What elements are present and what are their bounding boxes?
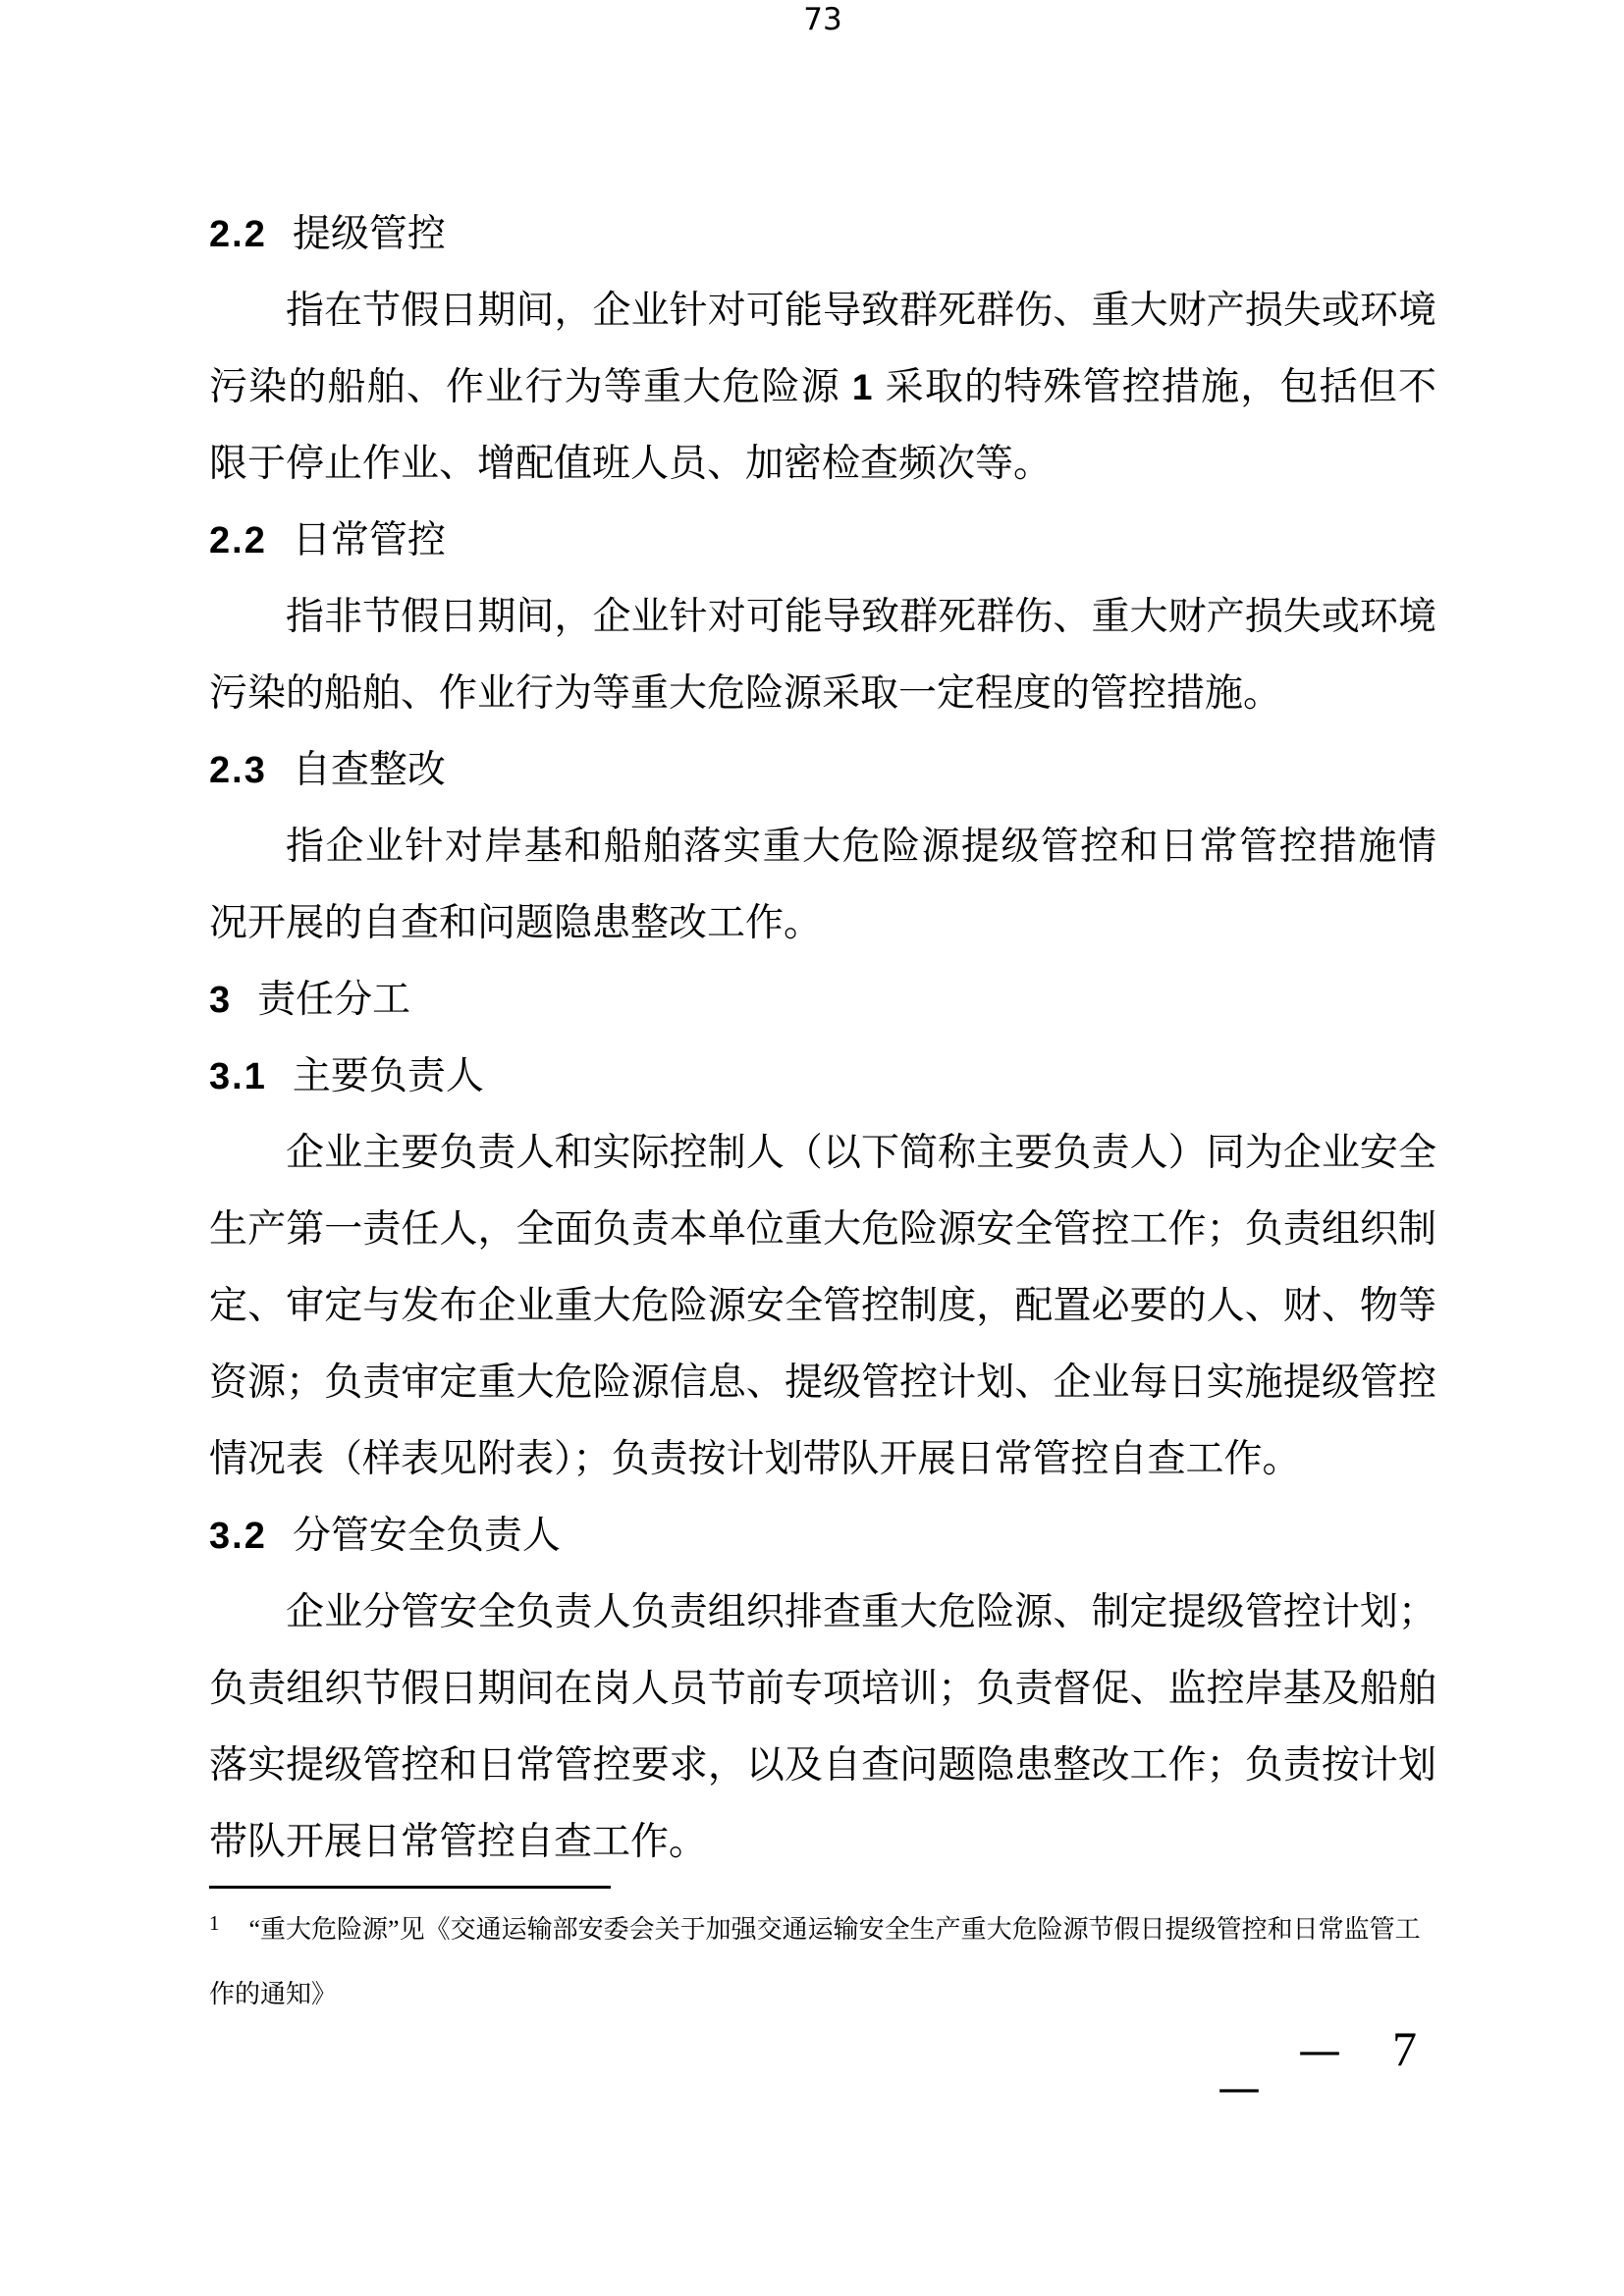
paragraph-line [209, 579, 1436, 656]
heading-title: 主要负责人 [292, 1055, 484, 1097]
body-lines [209, 196, 1436, 1881]
paragraph-line [209, 1728, 1436, 1804]
text-run: 指企业针对岸基和船舶落实重大危险源提级管控和日常管控措施情 [286, 826, 1436, 868]
footer-dash: — [1298, 2026, 1341, 2076]
paragraph-line [209, 426, 1436, 503]
footnote-ref: 1 [851, 367, 873, 407]
heading-title: 分管安全负责人 [292, 1515, 561, 1557]
text-run: 落实提级管控和日常管控要求，以及自查问题隐患整改工作；负责按计划 [209, 1744, 1436, 1787]
text-run: 企业主要负责人和实际控制人（以下简称主要负责人）同为企业安全 [286, 1132, 1436, 1174]
text-run: 污染的船舶、作业行为等重大危险源采取一定程度的管控措施。 [209, 672, 1282, 715]
paragraph-line [209, 1651, 1436, 1728]
text-run: 情况表（样表见附表）；负责按计划带队开展日常管控自查工作。 [209, 1438, 1301, 1480]
paragraph-line [209, 1575, 1436, 1651]
text-run: 限于停止作业、增配值班人员、加密检查频次等。 [209, 443, 1053, 485]
text-run: 带队开展日常管控自查工作。 [209, 1821, 708, 1863]
paragraph-line [209, 1421, 1436, 1498]
heading-title: 责任分工 [257, 979, 411, 1021]
heading-title: 日常管控 [292, 519, 446, 561]
paragraph-line [209, 656, 1436, 732]
text-run: 污染的船舶、作业行为等重大危险源 [209, 366, 840, 408]
heading-line [209, 1498, 1436, 1575]
heading-number: 3.2 [209, 1516, 267, 1557]
paragraph-line [209, 885, 1436, 962]
heading-line [209, 1039, 1436, 1115]
footnote-marker: 1 [209, 1911, 220, 1935]
heading-number: 3.1 [209, 1056, 267, 1097]
paragraph-line [209, 1268, 1436, 1345]
paragraph-line [209, 1345, 1436, 1421]
heading-number: 3 [209, 980, 233, 1021]
page-footer-number: 7 [1392, 2021, 1417, 2076]
footer-dash: — [1218, 2063, 1261, 2113]
footnote [209, 1897, 1476, 2027]
footnote-line [209, 1897, 1476, 1962]
text-run: 指在节假日期间，企业针对可能导致群死群伤、重大财产损失或环境 [286, 290, 1436, 332]
footnote-text: “重大危险源”见《交通运输部安委会关于加强交通运输安全生产重大危险源节假日提级管控和日常监管工 [248, 1915, 1421, 1944]
footnote-line: 作的通知》 [209, 1980, 338, 2008]
text-run: 负责组织节假日期间在岗人员节前专项培训；负责督促、监控岸基及船舶 [209, 1668, 1436, 1710]
text-run: 定、审定与发布企业重大危险源安全管控制度，配置必要的人、财、物等 [209, 1285, 1436, 1327]
heading-line [209, 196, 1436, 273]
footnote-separator [209, 1886, 611, 1889]
heading-number: 2.3 [209, 750, 267, 791]
paragraph-line [209, 809, 1436, 885]
heading-number: 2.2 [209, 520, 267, 561]
heading-line [209, 503, 1436, 579]
text-run: 企业分管安全负责人负责组织排查重大危险源、制定提级管控计划； [286, 1591, 1436, 1633]
text-run: 采取的特殊管控措施，包括但不 [884, 366, 1436, 408]
heading-line [209, 962, 1436, 1039]
heading-title: 提级管控 [292, 213, 446, 255]
text-run: 资源；负责审定重大危险源信息、提级管控计划、企业每日实施提级管控 [209, 1362, 1436, 1404]
paragraph-line [209, 349, 1436, 426]
heading-line [209, 732, 1436, 809]
text-run: 指非节假日期间，企业针对可能导致群死群伤、重大财产损失或环境 [286, 596, 1436, 638]
text-run: 生产第一责任人，全面负责本单位重大危险源安全管控工作；负责组织制 [209, 1208, 1436, 1251]
page-header-number: 73 [803, 2, 842, 37]
paragraph-line [209, 1804, 1436, 1881]
text-run: 况开展的自查和问题隐患整改工作。 [209, 902, 823, 944]
heading-number: 2.2 [209, 214, 267, 255]
paragraph-line [209, 1192, 1436, 1268]
paragraph-line [209, 273, 1436, 349]
heading-title: 自查整改 [292, 749, 446, 791]
paragraph-line [209, 1115, 1436, 1192]
